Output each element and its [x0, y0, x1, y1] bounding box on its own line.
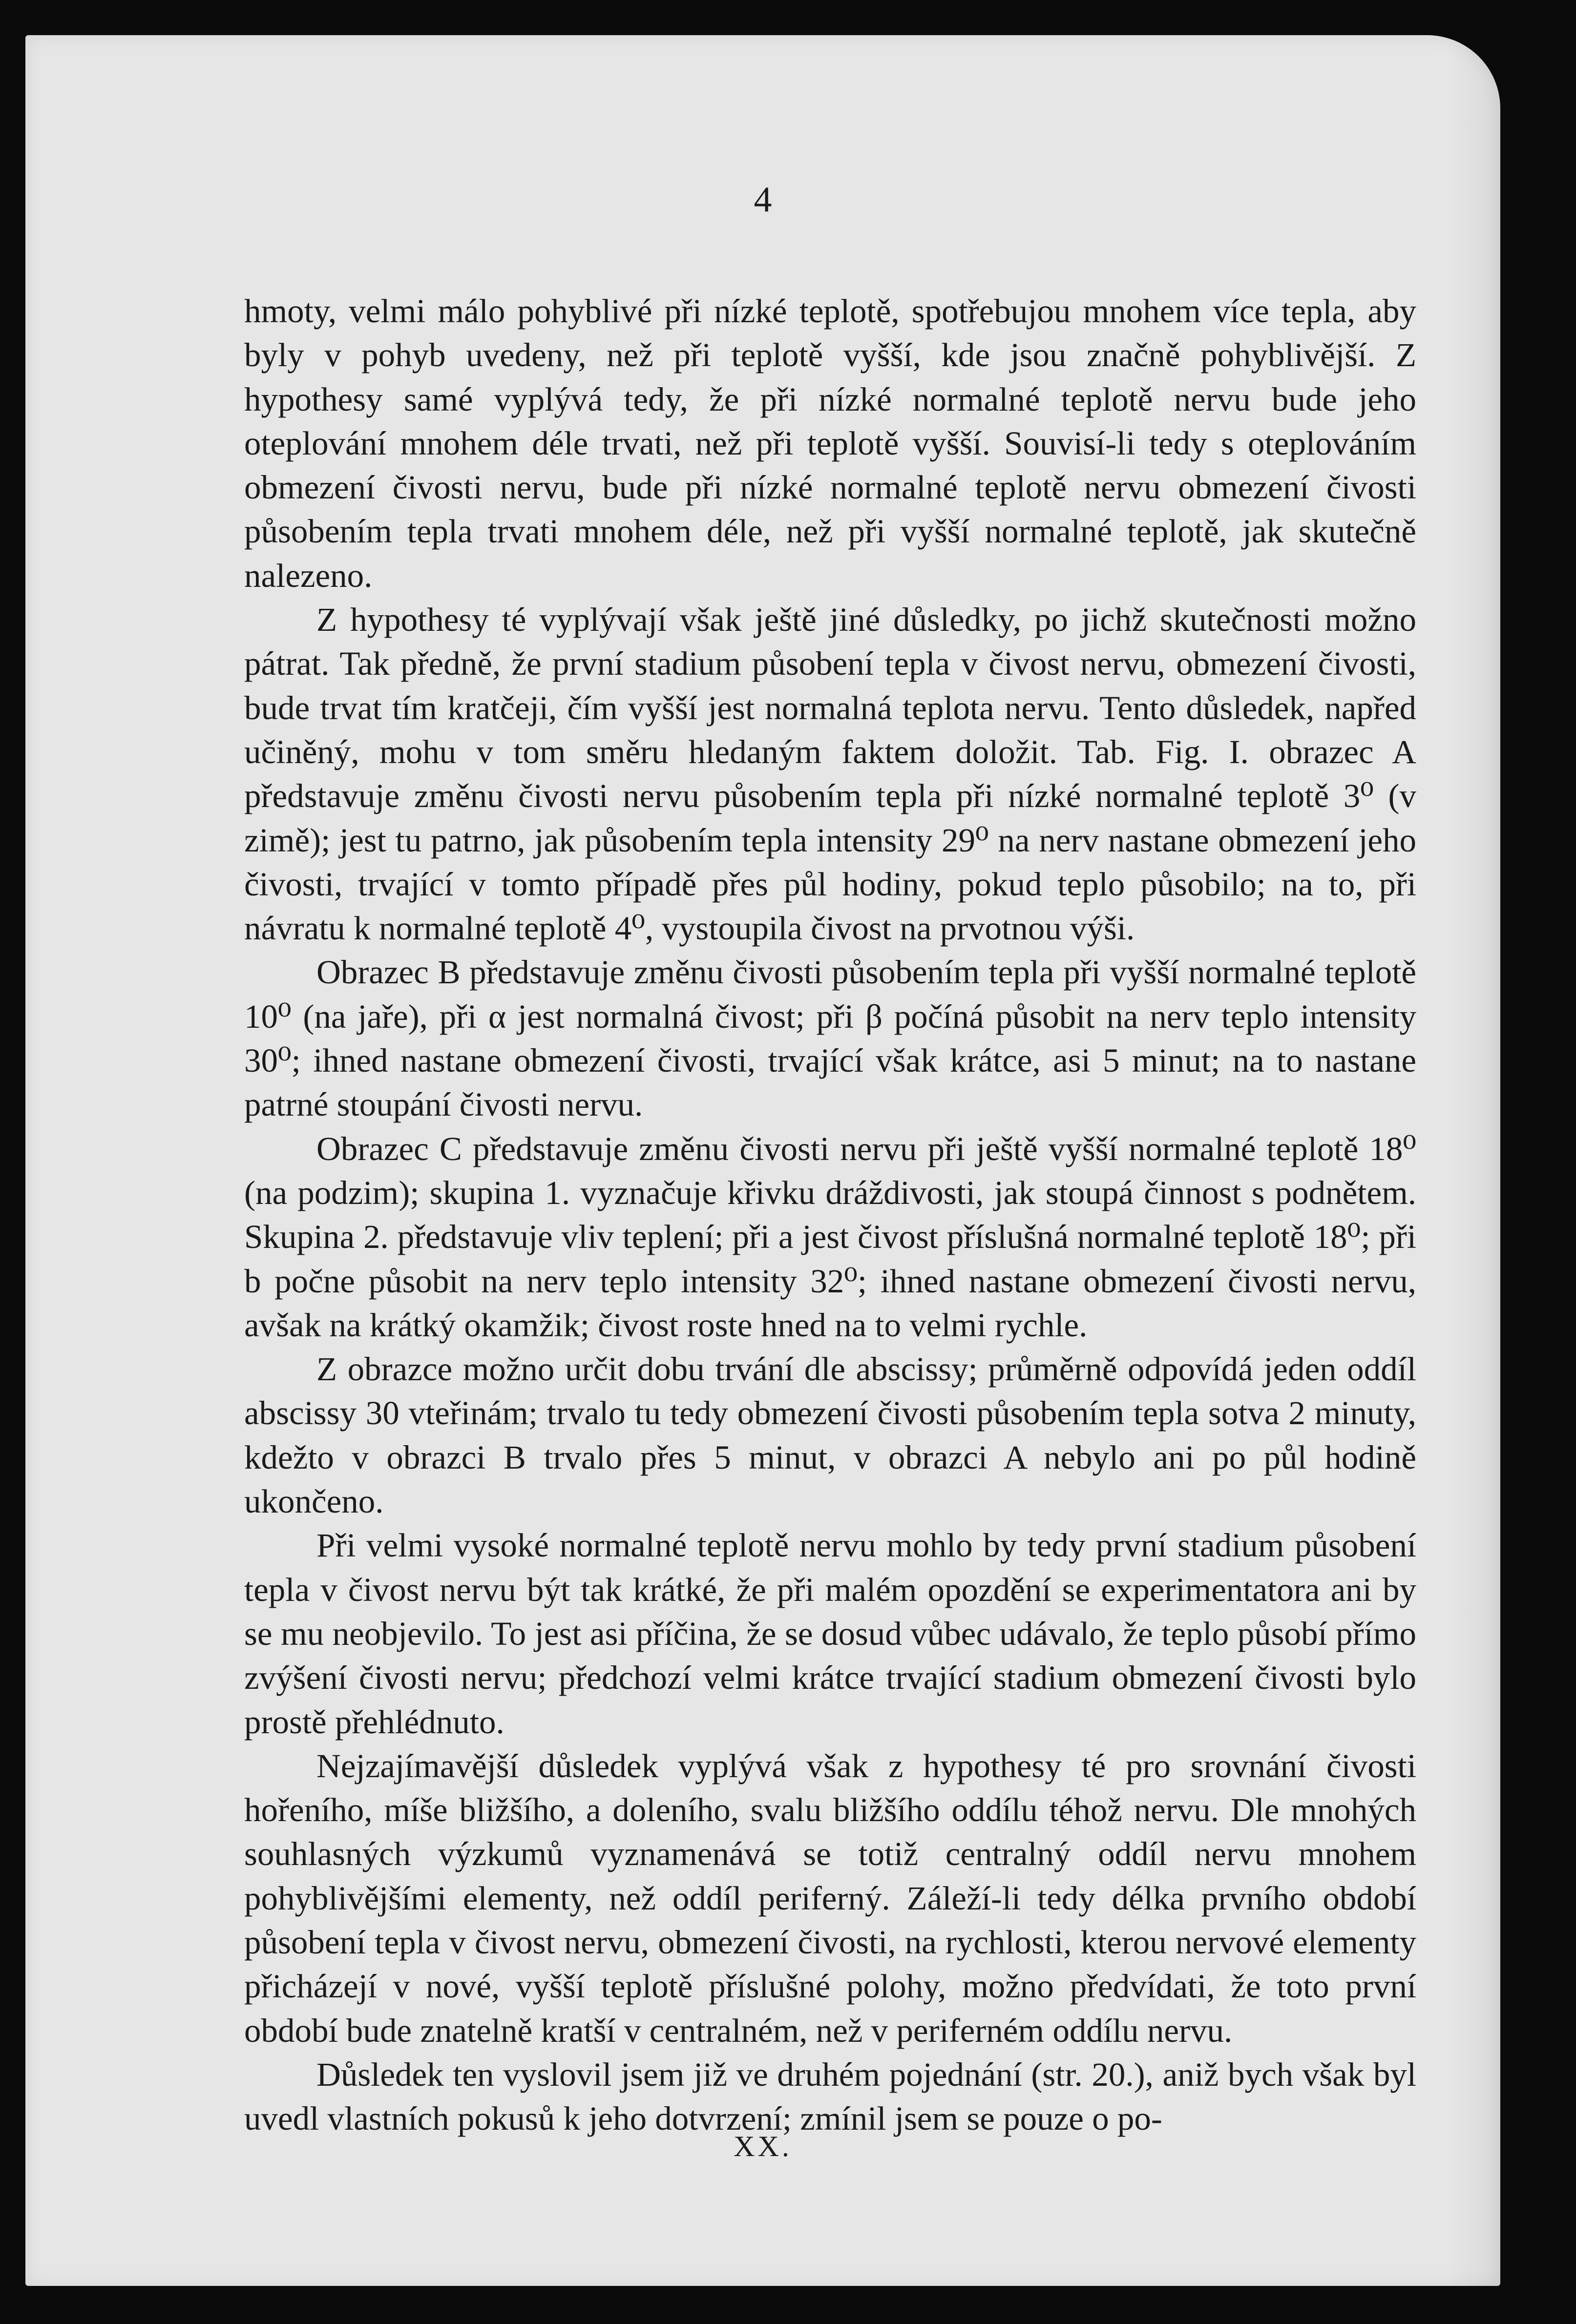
paragraph-5: Z obrazce možno určit dobu trvání dle abscissy; průměrně odpovídá jeden oddíl abscissy 30 vteřinám; trvalo tu tedy obmezení čivosti působením tepla sotva 2 minuty, kdežto v obrazci B trvalo přes 5 minut, v obrazci A nebylo ani po půl hodině ukončeno. [244, 1350, 1416, 1520]
paragraph-1: hmoty, velmi málo pohyblivé při nízké teplotě, spotřebujou mnohem více tepla, aby byly v pohyb uvedeny, než při teplotě vyšší, kde jsou značně pohyblivější. Z hypothesy samé vyplývá tedy, že při nízké normalné teplotě nervu bude jeho oteplování mnohem déle trvati, než při teplotě vyšší. Souvisí-li tedy s oteplováním obmezení čivosti nervu, bude při nízké normalné teplotě nervu obmezení čivosti působením tepla trvati mnohem déle, než při vyšší normalné teplotě, jak skutečně nalezeno. [244, 292, 1416, 594]
signature-mark: XX. [734, 2130, 792, 2162]
paragraph-4: Obrazec C představuje změnu čivosti nervu při ještě vyšší normalné teplotě 18⁰ (na podzim); skupina 1. vyznačuje křivku dráždivosti, jak stoupá činnost s podnětem. Skupina 2. představuje vliv teplení; při a jest čivost příslušná normalné teplotě 18⁰; při b počne působit na nerv teplo intensity 32⁰; ihned nastane obmezení čivosti nervu, avšak na krátký okamžik; čivost roste hned na to velmi rychle. [244, 1130, 1416, 1344]
page-edge-shadow [1447, 35, 1500, 2286]
body-text [244, 289, 1416, 2140]
paragraph-6: Při velmi vysoké normalné teplotě nervu mohlo by tedy první stadium působení tepla v čivost nervu být tak krátké, že při malém opozdění se experimentatora ani by se mu neobjevilo. To jest asi příčina, že se dosud vůbec udávalo, že teplo působí přímo zvýšení čivosti nervu; předchozí velmi krátce trvající stadium obmezení čivosti bylo prostě přehlédnuto. [244, 1527, 1416, 1741]
paragraph-8: Důsledek ten vyslovil jsem již ve druhém pojednání (str. 20.), aniž bych však byl uvedl vlastních pokusů k jeho dotvrzení; zmínil jsem se pouze o po- [244, 2055, 1416, 2137]
paragraph-2: Z hypothesy té vyplývají však ještě jiné důsledky, po jichž skutečnosti možno pátrat. Tak předně, že první stadium působení tepla v čivost nervu, obmezení čivosti, bude trvat tím kratčeji, čím vyšší jest normalná teplota nervu. Tento důsledek, napřed učiněný, mohu v tom směru hledaným faktem doložit. Tab. Fig. I. obrazec A představuje změnu čivosti nervu působením tepla při nízké normalné teplotě 3⁰ (v zimě); jest tu patrno, jak působením tepla intensity 29⁰ na nerv nastane obmezení jeho čivosti, trvající v tomto případě přes půl hodiny, pokud teplo působilo; na to, při návratu k normalné teplotě 4⁰, vystoupila čivost na prvotnou výši. [244, 601, 1416, 947]
paragraph-3: Obrazec B představuje změnu čivosti působením tepla při vyšší normalné teplotě 10⁰ (na jaře), při α jest normalná čivost; při β počíná působit na nerv teplo intensity 30⁰; ihned nastane obmezení čivosti, trvající však krátce, asi 5 minut; na to nastane patrné stoupání čivosti nervu. [244, 954, 1416, 1123]
paragraph-7: Nejzajímavější důsledek vyplývá však z hypothesy té pro srovnání čivosti hořeního, míše bližšího, a doleního, svalu bližšího oddílu téhož nervu. Dle mnohých souhlasných výzkumů vyznamenává se totiž centralný oddíl nervu mnohem pohyblivějšími elementy, než oddíl periferný. Záleží-li tedy délka prvního období působení tepla v čivost nervu, obmezení čivosti, na rychlosti, kterou nervové elementy přicházejí v nové, vyšší teplotě příslušné polohy, možno předvídati, že toto první období bude znatelně kratší v centralném, než v periferném oddílu nervu. [244, 1747, 1416, 2049]
document-page [25, 35, 1500, 2286]
page-number: 4 [754, 180, 772, 220]
